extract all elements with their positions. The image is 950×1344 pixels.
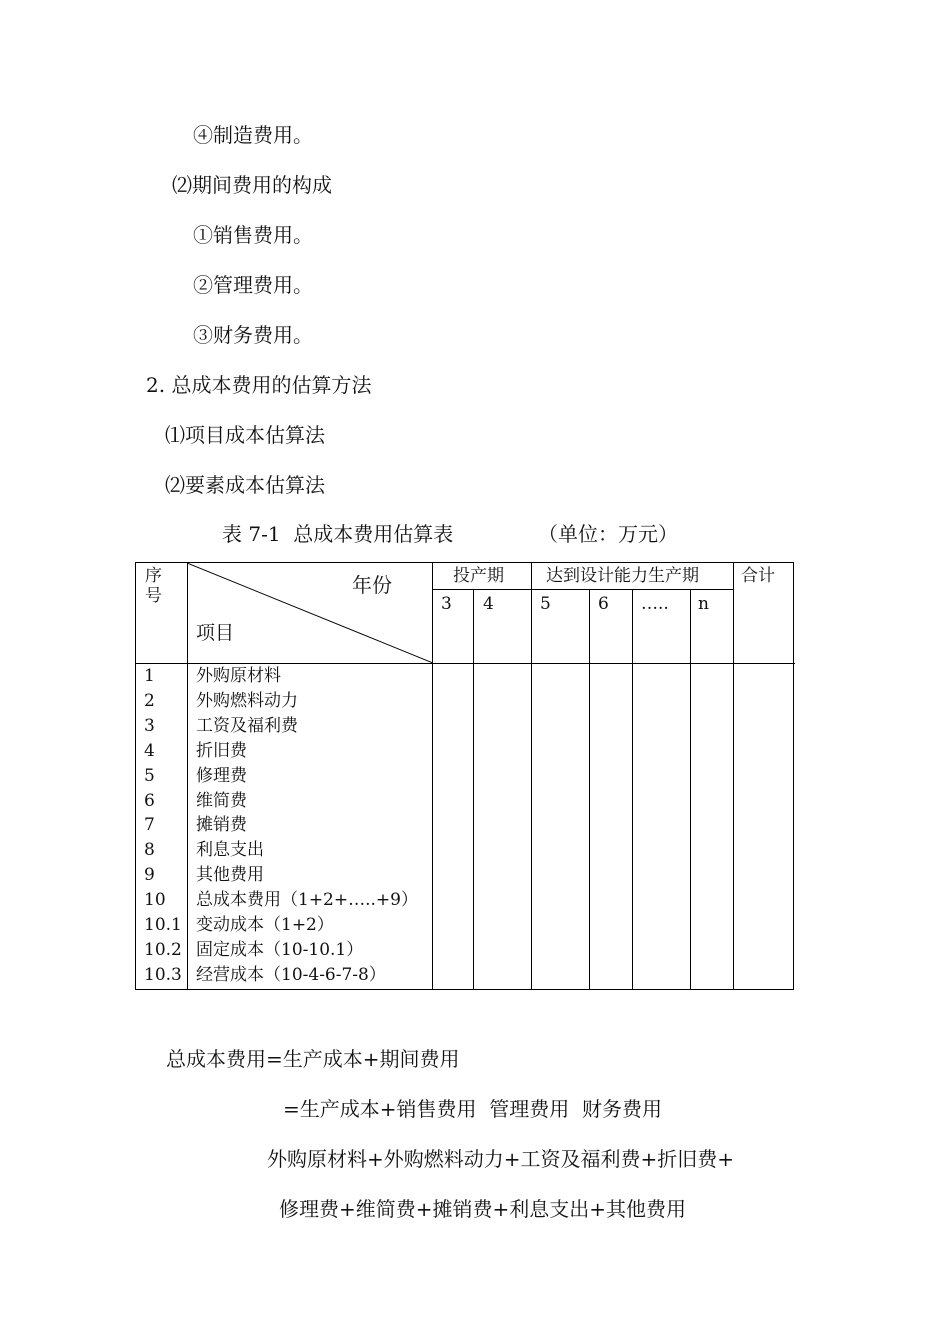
table-row-seq: 10 <box>144 890 166 911</box>
table-row-seq: 9 <box>144 865 155 886</box>
table-row-seq: 10.1 <box>144 915 182 935</box>
year-col-ellipsis: ….. <box>641 594 669 614</box>
seq-header: 序 号 <box>145 566 162 606</box>
year-col-4: 4 <box>483 594 494 614</box>
formula-line-2: =生产成本+销售费用 管理费用 财务费用 <box>283 1097 662 1121</box>
table-row-seq: 4 <box>144 740 155 761</box>
item-header: 项目 <box>196 622 235 644</box>
table-row-item: 经营成本（10-4-6-7-8） <box>196 964 386 985</box>
period-cost-heading: ⑵期间费用的构成 <box>172 173 332 197</box>
list-item-sales-cost: ①销售费用。 <box>193 223 313 247</box>
table-unit: （单位：万元） <box>538 522 678 546</box>
formula-line-4: 修理费+维简费+摊销费+利息支出+其他费用 <box>279 1197 687 1221</box>
table-title: 表 7-1 总成本费用估算表 <box>222 522 454 546</box>
list-item-finance-cost: ③财务费用。 <box>193 323 313 347</box>
formula-line-3: 外购原材料+外购燃料动力+工资及福利费+折旧费+ <box>267 1147 735 1171</box>
table-row-item: 折旧费 <box>196 740 247 761</box>
table-row-item: 总成本费用（1+2+…..+9） <box>196 890 418 911</box>
table-row-item: 摊销费 <box>196 815 247 836</box>
table-row-seq: 5 <box>144 765 155 786</box>
table-row-item: 利息支出 <box>196 840 264 861</box>
table-row-item: 工资及福利费 <box>196 715 298 736</box>
year-col-3: 3 <box>441 594 452 614</box>
year-col-n: n <box>698 594 709 614</box>
year-col-6: 6 <box>598 594 609 614</box>
table-row-item: 外购原材料 <box>196 666 281 686</box>
table-row-item: 修理费 <box>196 765 247 786</box>
formula-line-1: 总成本费用=生产成本+期间费用 <box>166 1047 460 1071</box>
construction-period-header: 投产期 <box>453 566 504 586</box>
method-project-cost: ⑴项目成本估算法 <box>165 423 325 447</box>
table-row-seq: 7 <box>144 815 155 836</box>
table-row-seq: 2 <box>144 690 155 711</box>
header-diagonal-line <box>187 563 433 663</box>
list-item-manufacturing-cost: ④制造费用。 <box>193 123 313 147</box>
table-row-item: 维简费 <box>196 790 247 811</box>
table-row-item: 外购燃料动力 <box>196 690 298 711</box>
year-col-5: 5 <box>540 594 551 614</box>
table-row-seq: 8 <box>144 840 155 861</box>
list-item-management-cost: ②管理费用。 <box>193 273 313 297</box>
cost-estimate-table <box>135 562 794 990</box>
table-row-item: 其他费用 <box>196 865 264 886</box>
table-row-seq: 3 <box>144 715 155 736</box>
table-row-seq: 10.2 <box>144 939 182 960</box>
table-row-seq: 6 <box>144 790 155 811</box>
section-heading: 2. 总成本费用的估算方法 <box>146 373 372 397</box>
table-row-item: 变动成本（1+2） <box>196 915 334 935</box>
table-row-seq: 1 <box>144 666 155 686</box>
year-header: 年份 <box>352 573 392 597</box>
table-row-seq: 10.3 <box>144 964 182 985</box>
table-row-item: 固定成本（10-10.1） <box>196 939 364 960</box>
design-capacity-header: 达到设计能力生产期 <box>546 566 699 586</box>
total-header: 合计 <box>741 566 775 586</box>
method-factor-cost: ⑵要素成本估算法 <box>165 473 325 497</box>
